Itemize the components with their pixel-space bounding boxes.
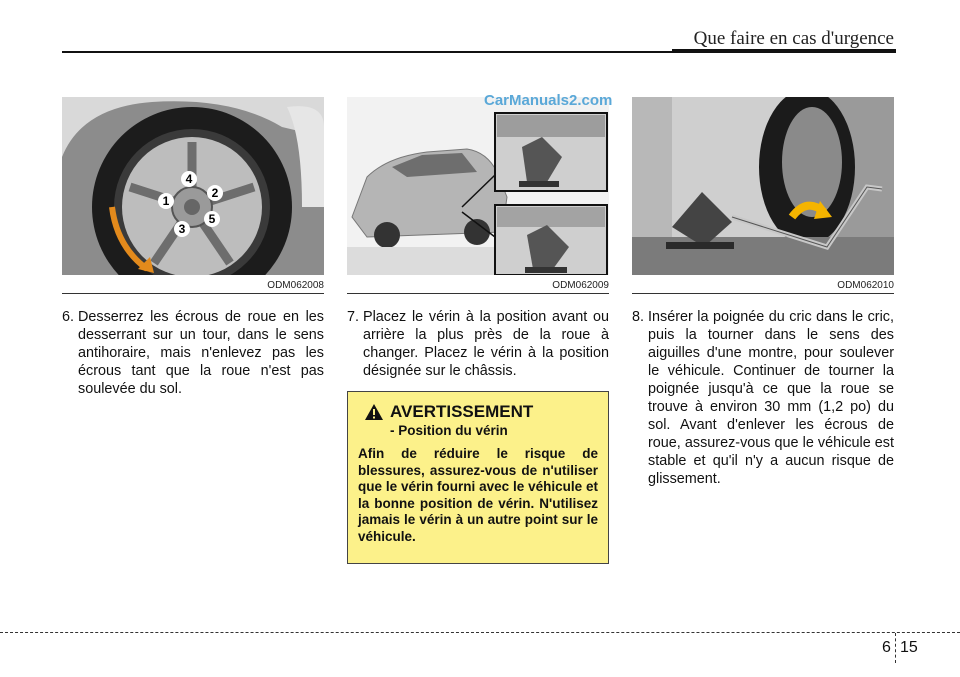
lug-label-4: 4 <box>185 172 193 186</box>
lug-label-3: 3 <box>178 222 186 236</box>
figure-jack-position <box>347 97 609 275</box>
figure-rule-1 <box>62 293 324 294</box>
header-rule-accent <box>672 49 896 53</box>
page-header-title: Que faire en cas d'urgence <box>693 28 894 49</box>
lug-label-2: 2 <box>211 186 219 200</box>
figure-rule-3 <box>632 293 894 294</box>
warning-triangle-icon <box>364 403 384 421</box>
lug-label-5: 5 <box>208 212 216 226</box>
warning-text: Afin de réduire le risque de blessures, assurez-vous de n'utiliser que le vérin fourni avec le véhicule et la bonne position de vérin. N'utilisez jamais le vérin à un autre point sur le véhicule. <box>358 446 598 544</box>
step-number: 7. <box>347 309 360 325</box>
warning-title: AVERTISSEMENT <box>390 402 534 421</box>
step-text: Placez le vérin à la position avant ou arrière la plus près de la roue à changer. Placez le vérin à la position désignée sur le châssis. <box>363 309 609 379</box>
step-number: 6. <box>62 309 75 325</box>
lug-label-1: 1 <box>162 194 170 208</box>
step-number: 8. <box>632 309 645 325</box>
figure-wheel-lug-nuts <box>62 97 324 275</box>
step-text: Insérer la poignée du cric dans le cric, puis la tourner dans le sens des aiguilles d'une montre, pour soulever le véhicule. Continuer de tourner la poignée jusqu'à ce que la roue se trouve à environ 30 mm (1,2 po) du sol. Avant d'enlever les écrous de roue, assurez-vous que le véhicule est stable et qu'il n'y a aucun risque de glissement. <box>648 309 894 487</box>
page-number-separator <box>895 633 896 663</box>
chapter-number: 6 <box>882 639 891 656</box>
warning-subtitle: - Position du vérin <box>390 423 508 438</box>
step-text: Desserrez les écrous de roue en les desserrant sur un tour, dans le sens antihoraire, mais n'enlevez pas les écrous tant que la roue n'est pas soulevée du sol. <box>78 309 324 397</box>
step-8 <box>632 308 894 488</box>
step-6 <box>62 308 324 398</box>
figure-code-1: ODM062008 <box>267 280 324 291</box>
footer-rule <box>0 632 960 633</box>
page-number: 15 <box>900 639 918 656</box>
figure-rule-2 <box>347 293 609 294</box>
step-7 <box>347 308 609 380</box>
warning-box <box>347 391 609 564</box>
figure-jack-handle <box>632 97 894 275</box>
figure-code-2: ODM062009 <box>552 280 609 291</box>
figure-code-3: ODM062010 <box>837 280 894 291</box>
watermark: CarManuals2.com <box>484 92 613 109</box>
